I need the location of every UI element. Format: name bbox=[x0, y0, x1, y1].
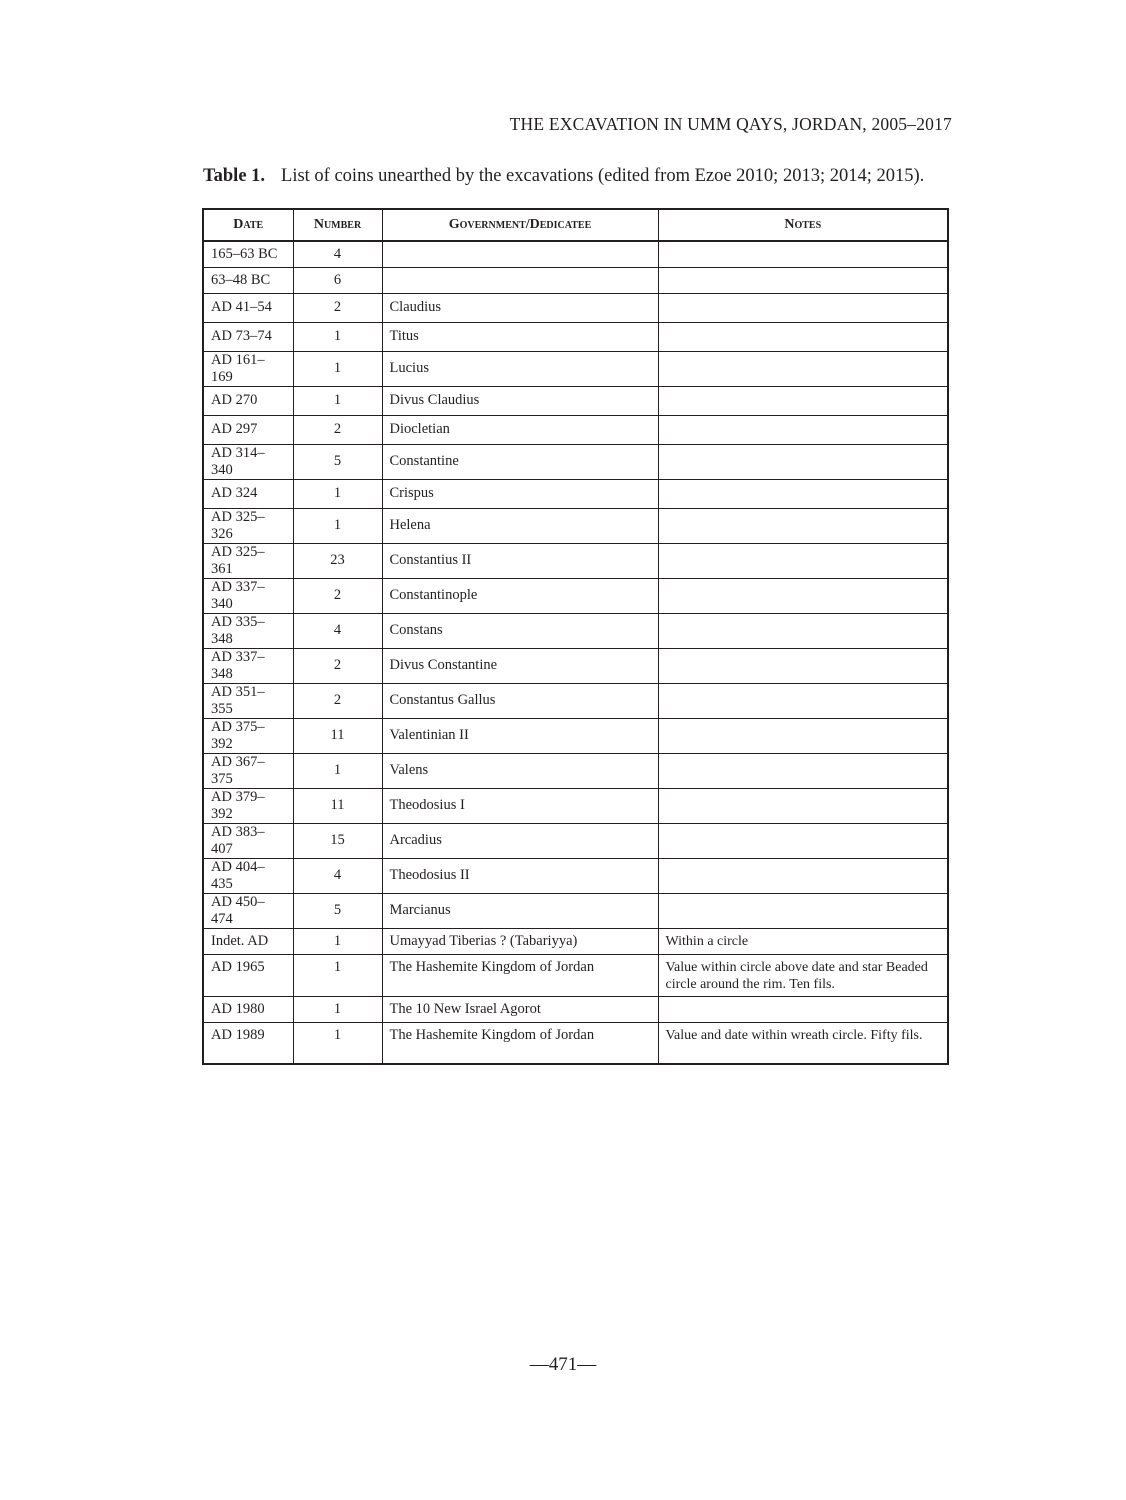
header-notes: Notes bbox=[658, 209, 948, 241]
table-caption-label: Table 1. bbox=[203, 166, 266, 186]
cell-notes bbox=[658, 543, 948, 578]
cell-date: AD 161–169 bbox=[203, 351, 293, 386]
cell-government: Valens bbox=[382, 753, 658, 788]
cell-number: 1 bbox=[293, 928, 382, 954]
cell-notes bbox=[658, 322, 948, 351]
header-number: Number bbox=[293, 209, 382, 241]
cell-date: AD 41–54 bbox=[203, 293, 293, 322]
cell-notes: Within a circle bbox=[658, 928, 948, 954]
cell-date: AD 335–348 bbox=[203, 613, 293, 648]
cell-government: Helena bbox=[382, 508, 658, 543]
cell-number: 6 bbox=[293, 267, 382, 293]
table-row bbox=[203, 893, 948, 928]
cell-number: 1 bbox=[293, 508, 382, 543]
cell-date: AD 325–361 bbox=[203, 543, 293, 578]
cell-number: 4 bbox=[293, 241, 382, 267]
cell-notes bbox=[658, 858, 948, 893]
cell-government: Constantus Gallus bbox=[382, 683, 658, 718]
table-row bbox=[203, 1022, 948, 1064]
table-row bbox=[203, 543, 948, 578]
cell-date: AD 367–375 bbox=[203, 753, 293, 788]
table-row bbox=[203, 613, 948, 648]
cell-notes bbox=[658, 415, 948, 444]
table-caption bbox=[203, 166, 948, 187]
cell-government: Constans bbox=[382, 613, 658, 648]
cell-government: Theodosius II bbox=[382, 858, 658, 893]
table-row bbox=[203, 293, 948, 322]
page-number: —471— bbox=[529, 1354, 597, 1375]
cell-notes bbox=[658, 683, 948, 718]
table-row bbox=[203, 954, 948, 996]
table-caption-text: List of coins unearthed by the excavations (edited from Ezoe 2010; 2013; 2014; 2015). bbox=[281, 166, 925, 186]
cell-government: Arcadius bbox=[382, 823, 658, 858]
cell-number: 1 bbox=[293, 351, 382, 386]
cell-number: 11 bbox=[293, 718, 382, 753]
cell-notes bbox=[658, 293, 948, 322]
cell-number: 5 bbox=[293, 893, 382, 928]
table-row bbox=[203, 241, 948, 267]
cell-government: Crispus bbox=[382, 479, 658, 508]
cell-date: Indet. AD bbox=[203, 928, 293, 954]
cell-number: 5 bbox=[293, 444, 382, 479]
cell-government: Theodosius I bbox=[382, 788, 658, 823]
cell-government: Titus bbox=[382, 322, 658, 351]
cell-notes bbox=[658, 267, 948, 293]
cell-government bbox=[382, 267, 658, 293]
cell-notes: Value and date within wreath circle. Fifty fils. bbox=[658, 1022, 948, 1064]
table-row bbox=[203, 928, 948, 954]
table-row bbox=[203, 479, 948, 508]
cell-number: 1 bbox=[293, 479, 382, 508]
table-row bbox=[203, 415, 948, 444]
table-row bbox=[203, 351, 948, 386]
cell-number: 2 bbox=[293, 648, 382, 683]
cell-government: Constantius II bbox=[382, 543, 658, 578]
cell-notes bbox=[658, 753, 948, 788]
table-row bbox=[203, 858, 948, 893]
table-row bbox=[203, 386, 948, 415]
coins-table bbox=[202, 208, 949, 1065]
table-row bbox=[203, 823, 948, 858]
cell-notes bbox=[658, 718, 948, 753]
cell-notes bbox=[658, 613, 948, 648]
table-row bbox=[203, 753, 948, 788]
cell-number: 11 bbox=[293, 788, 382, 823]
cell-number: 4 bbox=[293, 613, 382, 648]
cell-number: 2 bbox=[293, 415, 382, 444]
cell-date: AD 314–340 bbox=[203, 444, 293, 479]
cell-number: 23 bbox=[293, 543, 382, 578]
cell-date: AD 325–326 bbox=[203, 508, 293, 543]
cell-notes bbox=[658, 386, 948, 415]
cell-notes bbox=[658, 351, 948, 386]
cell-date: AD 351–355 bbox=[203, 683, 293, 718]
cell-number: 2 bbox=[293, 683, 382, 718]
table-row bbox=[203, 508, 948, 543]
cell-notes bbox=[658, 241, 948, 267]
cell-notes bbox=[658, 788, 948, 823]
cell-government: Diocletian bbox=[382, 415, 658, 444]
cell-number: 1 bbox=[293, 996, 382, 1022]
cell-date: AD 375–392 bbox=[203, 718, 293, 753]
table-row bbox=[203, 648, 948, 683]
cell-date: AD 297 bbox=[203, 415, 293, 444]
cell-date: 165–63 BC bbox=[203, 241, 293, 267]
cell-number: 15 bbox=[293, 823, 382, 858]
cell-date: AD 270 bbox=[203, 386, 293, 415]
cell-government: Umayyad Tiberias ? (Tabariyya) bbox=[382, 928, 658, 954]
cell-date: AD 324 bbox=[203, 479, 293, 508]
cell-government: The Hashemite Kingdom of Jordan bbox=[382, 954, 658, 996]
cell-date: 63–48 BC bbox=[203, 267, 293, 293]
cell-date: AD 337–340 bbox=[203, 578, 293, 613]
cell-number: 2 bbox=[293, 293, 382, 322]
cell-date: AD 404–435 bbox=[203, 858, 293, 893]
header-government: Government/Dedicatee bbox=[382, 209, 658, 241]
table-row bbox=[203, 718, 948, 753]
table-row bbox=[203, 267, 948, 293]
table-row bbox=[203, 444, 948, 479]
cell-date: AD 73–74 bbox=[203, 322, 293, 351]
table-row bbox=[203, 996, 948, 1022]
running-head: THE EXCAVATION IN UMM QAYS, JORDAN, 2005–2017 bbox=[509, 114, 952, 134]
cell-number: 1 bbox=[293, 753, 382, 788]
cell-government: Divus Constantine bbox=[382, 648, 658, 683]
cell-notes bbox=[658, 508, 948, 543]
cell-number: 1 bbox=[293, 322, 382, 351]
table-row bbox=[203, 788, 948, 823]
cell-notes bbox=[658, 444, 948, 479]
cell-government: The Hashemite Kingdom of Jordan bbox=[382, 1022, 658, 1064]
cell-government: Constantine bbox=[382, 444, 658, 479]
cell-notes bbox=[658, 479, 948, 508]
cell-government bbox=[382, 241, 658, 267]
cell-government: Valentinian II bbox=[382, 718, 658, 753]
cell-date: AD 1980 bbox=[203, 996, 293, 1022]
cell-notes bbox=[658, 996, 948, 1022]
table-header-row bbox=[203, 209, 948, 241]
cell-number: 1 bbox=[293, 1022, 382, 1064]
cell-government: Claudius bbox=[382, 293, 658, 322]
cell-notes bbox=[658, 578, 948, 613]
cell-government: Divus Claudius bbox=[382, 386, 658, 415]
cell-date: AD 383–407 bbox=[203, 823, 293, 858]
cell-number: 1 bbox=[293, 386, 382, 415]
cell-number: 1 bbox=[293, 954, 382, 996]
cell-government: Lucius bbox=[382, 351, 658, 386]
cell-notes bbox=[658, 648, 948, 683]
cell-date: AD 1965 bbox=[203, 954, 293, 996]
cell-date: AD 1989 bbox=[203, 1022, 293, 1064]
cell-date: AD 337–348 bbox=[203, 648, 293, 683]
cell-number: 2 bbox=[293, 578, 382, 613]
cell-government: The 10 New Israel Agorot bbox=[382, 996, 658, 1022]
cell-government: Marcianus bbox=[382, 893, 658, 928]
cell-government: Constantinople bbox=[382, 578, 658, 613]
header-date: Date bbox=[203, 209, 293, 241]
table-row bbox=[203, 683, 948, 718]
cell-notes bbox=[658, 823, 948, 858]
table-row bbox=[203, 578, 948, 613]
cell-notes bbox=[658, 893, 948, 928]
cell-notes: Value within circle above date and star Beaded circle around the rim. Ten fils. bbox=[658, 954, 948, 996]
cell-number: 4 bbox=[293, 858, 382, 893]
table-row bbox=[203, 322, 948, 351]
cell-date: AD 379–392 bbox=[203, 788, 293, 823]
cell-date: AD 450–474 bbox=[203, 893, 293, 928]
